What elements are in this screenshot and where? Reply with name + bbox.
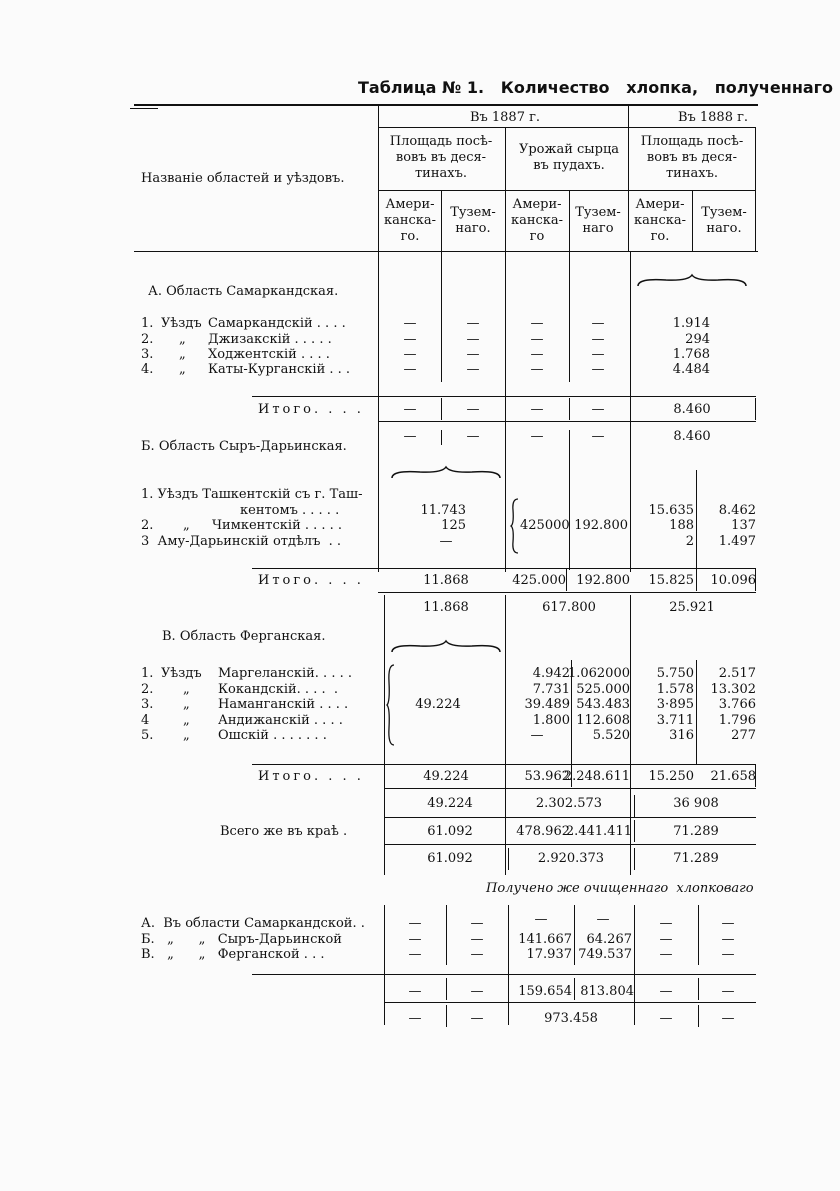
rule — [384, 817, 756, 818]
dash: — — [466, 316, 480, 331]
yield-tuz: 525.000 — [576, 682, 630, 697]
brace-area — [390, 466, 502, 480]
rule — [252, 974, 756, 975]
yield-amer: 4.942 — [532, 666, 570, 681]
rule — [384, 788, 756, 789]
total-value: 15.825 — [648, 573, 694, 588]
amer-header: канска- — [510, 213, 564, 228]
dash: — — [591, 362, 605, 377]
total-value: 15.250 — [648, 769, 694, 784]
rule — [384, 1002, 756, 1003]
sum-value: 25.921 — [669, 600, 715, 615]
dash: — — [408, 984, 422, 999]
dash: — — [403, 332, 417, 347]
cleaned-amer: 141.667 — [518, 932, 572, 947]
subheader-rule — [378, 190, 756, 191]
col-divider-a1 — [441, 190, 442, 252]
total-divider — [634, 795, 635, 817]
area-header-line: вовъ въ деся- — [395, 150, 487, 165]
total-label: Итого. . . . — [258, 573, 364, 588]
tuz-header: наго. — [706, 221, 742, 236]
cleaned-row-label: Б. „ „ Сыръ-Дарьинской — [141, 932, 342, 947]
body-col-line — [378, 252, 379, 430]
yield-amer: 39.489 — [524, 697, 570, 712]
total-value: 10.096 — [710, 573, 756, 588]
row-num: 1. — [141, 666, 154, 681]
row-pre: „ — [183, 713, 190, 728]
amer88: 15.635 — [648, 503, 694, 518]
dash: — — [403, 429, 417, 444]
row-name: Каты-Курганскій . . . — [208, 362, 351, 377]
dash: — — [721, 947, 735, 962]
value-1888: 1.914 — [672, 316, 710, 331]
cleaned-total: 159.654 — [518, 984, 572, 999]
body-col-line — [630, 430, 631, 572]
brace-area-left — [386, 664, 396, 746]
header-names: Названіе областей и уѣздовъ. — [141, 171, 345, 186]
row-num: 2. — [141, 332, 154, 347]
dash: — — [721, 984, 735, 999]
row-pre: „ — [183, 518, 190, 533]
cleaned-amer: 17.937 — [526, 947, 572, 962]
row-num: 4 — [141, 713, 150, 728]
rule — [378, 421, 756, 422]
header-bottom-rule — [134, 251, 758, 252]
total-divider — [566, 569, 567, 591]
row-pre: „ — [183, 697, 190, 712]
area-value: 11.743 — [420, 503, 466, 518]
row-name: Ошскій . . . . . . . — [218, 728, 327, 743]
dash: — — [591, 316, 605, 331]
amer-header: го. — [400, 229, 420, 244]
col-divider-a88 — [692, 190, 693, 252]
body-col-line — [508, 905, 509, 1025]
grand-sum: 71.289 — [673, 851, 719, 866]
sum-value: 2.302.573 — [535, 796, 603, 811]
section-title: А. Область Самаркандская. — [148, 284, 339, 299]
dash: — — [530, 347, 544, 362]
total-label: Итого. . . . — [258, 402, 364, 417]
body-col-line — [446, 905, 447, 965]
rule — [252, 568, 756, 569]
amer-header: Амери- — [385, 197, 435, 212]
area88-header-line: вовъ въ деся- — [646, 150, 738, 165]
sum-value: 36 908 — [673, 796, 719, 811]
yield-tuz: 5.520 — [592, 728, 630, 743]
amer88: 3.711 — [656, 713, 694, 728]
row-pre: „ — [179, 347, 186, 362]
body-col-line — [441, 430, 442, 445]
dash: — — [403, 347, 417, 362]
tuz-header: Тузем- — [450, 205, 496, 220]
section-title: Б. Область Сыръ-Дарьинская. — [141, 439, 347, 454]
tuz88: 1.497 — [718, 534, 756, 549]
body-col-line — [569, 252, 570, 382]
grand-total-label: Всего же въ краѣ . — [220, 824, 348, 839]
value-1888: 294 — [685, 332, 710, 347]
row-name: 1. Уѣздъ Ташкентскій съ г. Таш- — [141, 487, 363, 502]
total-divider — [698, 978, 699, 1000]
section-title: В. Область Ферганская. — [162, 629, 326, 644]
yield-tuz: 112.608 — [576, 713, 630, 728]
total-divider — [508, 848, 509, 870]
dash: — — [466, 402, 480, 417]
col-divider-y1 — [569, 190, 570, 252]
tuz88: 2.517 — [718, 666, 756, 681]
total-divider — [698, 1005, 699, 1027]
tuz88: 3.766 — [718, 697, 756, 712]
dash: — — [659, 947, 673, 962]
dash: — — [408, 916, 422, 931]
grand-value: 2.441.411 — [565, 824, 632, 839]
cleaned-row-label: А. Въ области Самаркандской. . — [141, 916, 365, 931]
row-name: Самаркандскій . . . . — [208, 316, 346, 331]
body-col-line — [384, 595, 385, 875]
amer-header: канска- — [633, 213, 687, 228]
row-pre: „ — [179, 362, 186, 377]
total-value: 49.224 — [423, 769, 469, 784]
grand-sum: 2.920.373 — [537, 851, 605, 866]
total-divider — [574, 978, 575, 1000]
dash: — — [408, 932, 422, 947]
row-pre: Уѣздъ — [161, 316, 202, 331]
total-divider — [696, 569, 697, 591]
body-col-line — [630, 252, 631, 430]
grand-value: 478.962 — [516, 824, 570, 839]
grand-value: 71.289 — [673, 824, 719, 839]
cleaned-amer: — — [534, 912, 548, 927]
yield-amer: 7.731 — [532, 682, 570, 697]
body-col-line — [569, 430, 570, 570]
value-1888: 4.484 — [672, 362, 710, 377]
total-value: 2.248.611 — [563, 769, 630, 784]
dash: — — [470, 984, 484, 999]
brace-1888 — [636, 274, 748, 288]
dash: — — [530, 402, 544, 417]
amer88: 3·895 — [656, 697, 694, 712]
dash: — — [591, 429, 605, 444]
tuz-header: наго — [582, 221, 614, 236]
total-value: 8.460 — [673, 402, 711, 417]
yield-amer: — — [530, 728, 544, 743]
total-value: 21.658 — [710, 769, 756, 784]
cleaned-row-label: В. „ „ Ферганской . . . — [141, 947, 325, 962]
sum-value: 11.868 — [423, 600, 469, 615]
rule — [384, 844, 756, 845]
yield-amer: 425000 — [520, 518, 570, 533]
tuz88: 13.302 — [710, 682, 756, 697]
row-pre: Уѣздъ — [161, 666, 202, 681]
row-num: 5. — [141, 728, 154, 743]
yield-amer: 1.800 — [532, 713, 570, 728]
total-divider — [446, 978, 447, 1000]
dash: — — [470, 916, 484, 931]
row-name: Ходжентскій . . . . — [208, 347, 330, 362]
yield-tuz: 192.800 — [574, 518, 628, 533]
total-value: 192.800 — [576, 573, 630, 588]
row-name: Наманганскій . . . . — [218, 697, 349, 712]
amer-header: го — [529, 229, 545, 244]
amer88: 5.750 — [656, 666, 694, 681]
dash: — — [466, 429, 480, 444]
rule — [378, 592, 756, 593]
amer88: 188 — [669, 518, 694, 533]
dash: — — [466, 347, 480, 362]
cleaned-total: 813.804 — [580, 984, 634, 999]
body-col-line — [634, 905, 635, 1025]
row-pre: „ — [183, 682, 190, 697]
area-value: 49.224 — [415, 697, 461, 712]
dash: — — [530, 332, 544, 347]
area88-header-line: Площадь посѣ- — [640, 134, 744, 149]
tuz88: 277 — [731, 728, 756, 743]
body-col-line — [505, 252, 506, 430]
top-rule — [134, 104, 758, 106]
grand-value: 61.092 — [427, 824, 473, 839]
row-num: 4. — [141, 362, 154, 377]
cleaned-tuz: 64.267 — [586, 932, 632, 947]
dash: — — [403, 316, 417, 331]
row-name: Чимкентскій . . . . . — [212, 518, 343, 533]
amer-header: канска- — [383, 213, 437, 228]
total-divider — [441, 398, 442, 420]
left-tick — [130, 108, 158, 109]
row-name: 3 Аму-Дарьинскій отдѣлъ . . — [141, 534, 341, 549]
dash: — — [659, 916, 673, 931]
total-divider — [446, 1005, 447, 1027]
body-col-line — [505, 595, 506, 875]
area-value: — — [439, 534, 453, 549]
cleaned-tuz: 749.537 — [578, 947, 632, 962]
dash: — — [530, 316, 544, 331]
row-pre: „ — [183, 728, 190, 743]
amer88: 1.578 — [656, 682, 694, 697]
total-divider — [634, 820, 635, 842]
body-col-line — [384, 905, 385, 1025]
tuz-header: Тузем- — [575, 205, 621, 220]
dash: — — [721, 916, 735, 931]
total-value: 11.868 — [423, 573, 469, 588]
row-name: Андижанскій . . . . — [218, 713, 343, 728]
body-col-line — [696, 660, 697, 765]
row-name: Джизакскій . . . . . — [208, 332, 332, 347]
dash: — — [470, 1011, 484, 1026]
amer-header: Амери- — [635, 197, 685, 212]
dash: — — [721, 932, 735, 947]
year-rule — [378, 127, 756, 128]
rule — [252, 764, 756, 765]
cleaned-tuz: — — [596, 912, 610, 927]
dash: — — [466, 362, 480, 377]
body-col-line — [698, 905, 699, 965]
yield-tuz: 1.062000 — [567, 666, 630, 681]
yield-tuz: 543.483 — [576, 697, 630, 712]
area-header-line: тинахъ. — [414, 166, 468, 181]
body-col-line — [505, 430, 506, 572]
yield-header-line: въ пудахъ. — [533, 158, 605, 173]
body-col-line — [378, 430, 379, 572]
row-num: 2. — [141, 682, 154, 697]
yield-header-line: Урожай сырца — [518, 142, 620, 157]
sum-value: 49.224 — [427, 796, 473, 811]
brace-area — [390, 640, 502, 654]
sum-value: 617.800 — [542, 600, 596, 615]
header-1888: Въ 1888 г. — [677, 110, 749, 125]
row-num: 3. — [141, 697, 154, 712]
row-num: 1. — [141, 316, 154, 331]
body-col-line — [696, 470, 697, 570]
tuz-header: Тузем- — [701, 205, 747, 220]
dash: — — [530, 429, 544, 444]
cleaned-title: Получено же очищеннаго хлопковаго — [486, 881, 754, 896]
area88-header-line: тинахъ. — [665, 166, 719, 181]
area-value: 125 — [441, 518, 466, 533]
amer88: 316 — [669, 728, 694, 743]
table-title: Таблица № 1. Количество хлопка, полученнаго — [358, 78, 834, 97]
dash: — — [721, 1011, 735, 1026]
dash: — — [659, 984, 673, 999]
amer-header: Амери- — [512, 197, 562, 212]
dash: — — [659, 932, 673, 947]
body-col-line — [574, 905, 575, 965]
grand-sum: 61.092 — [427, 851, 473, 866]
total-divider — [634, 848, 635, 870]
dash: — — [403, 362, 417, 377]
row-name: Маргеланскій. . . . . — [218, 666, 352, 681]
dash: — — [408, 1011, 422, 1026]
total-value: 425.000 — [512, 573, 566, 588]
dash: — — [470, 947, 484, 962]
dash: — — [591, 347, 605, 362]
row-name: Кокандскій. . . . . — [218, 682, 338, 697]
area-header-line: Площадь посѣ- — [389, 134, 493, 149]
header-1887: Въ 1887 г. — [469, 110, 541, 125]
cleaned-sum: 973.458 — [544, 1011, 598, 1026]
dash: — — [408, 947, 422, 962]
tuz88: 1.796 — [718, 713, 756, 728]
brace-yield — [510, 498, 520, 554]
dash: — — [530, 362, 544, 377]
tuz88: 8.462 — [718, 503, 756, 518]
total-value: 53.962 — [524, 769, 570, 784]
dash: — — [659, 1011, 673, 1026]
row-name: кентомъ . . . . . — [240, 503, 340, 518]
row-num: 3. — [141, 347, 154, 362]
amer88: 2 — [685, 534, 694, 549]
dash: — — [591, 332, 605, 347]
row-pre: „ — [179, 332, 186, 347]
value-1888: 1.768 — [672, 347, 710, 362]
rule — [252, 396, 756, 397]
total-label: Итого. . . . — [258, 769, 364, 784]
dash: — — [403, 402, 417, 417]
row-num: 2. — [141, 518, 154, 533]
dash: — — [470, 932, 484, 947]
sum-value: 8.460 — [673, 429, 711, 444]
total-divider — [569, 398, 570, 420]
total-divider — [755, 398, 756, 420]
amer-header: го. — [650, 229, 670, 244]
body-col-line — [441, 252, 442, 382]
tuz88: 137 — [731, 518, 756, 533]
tuz-header: наго. — [455, 221, 491, 236]
dash: — — [591, 402, 605, 417]
dash: — — [466, 332, 480, 347]
